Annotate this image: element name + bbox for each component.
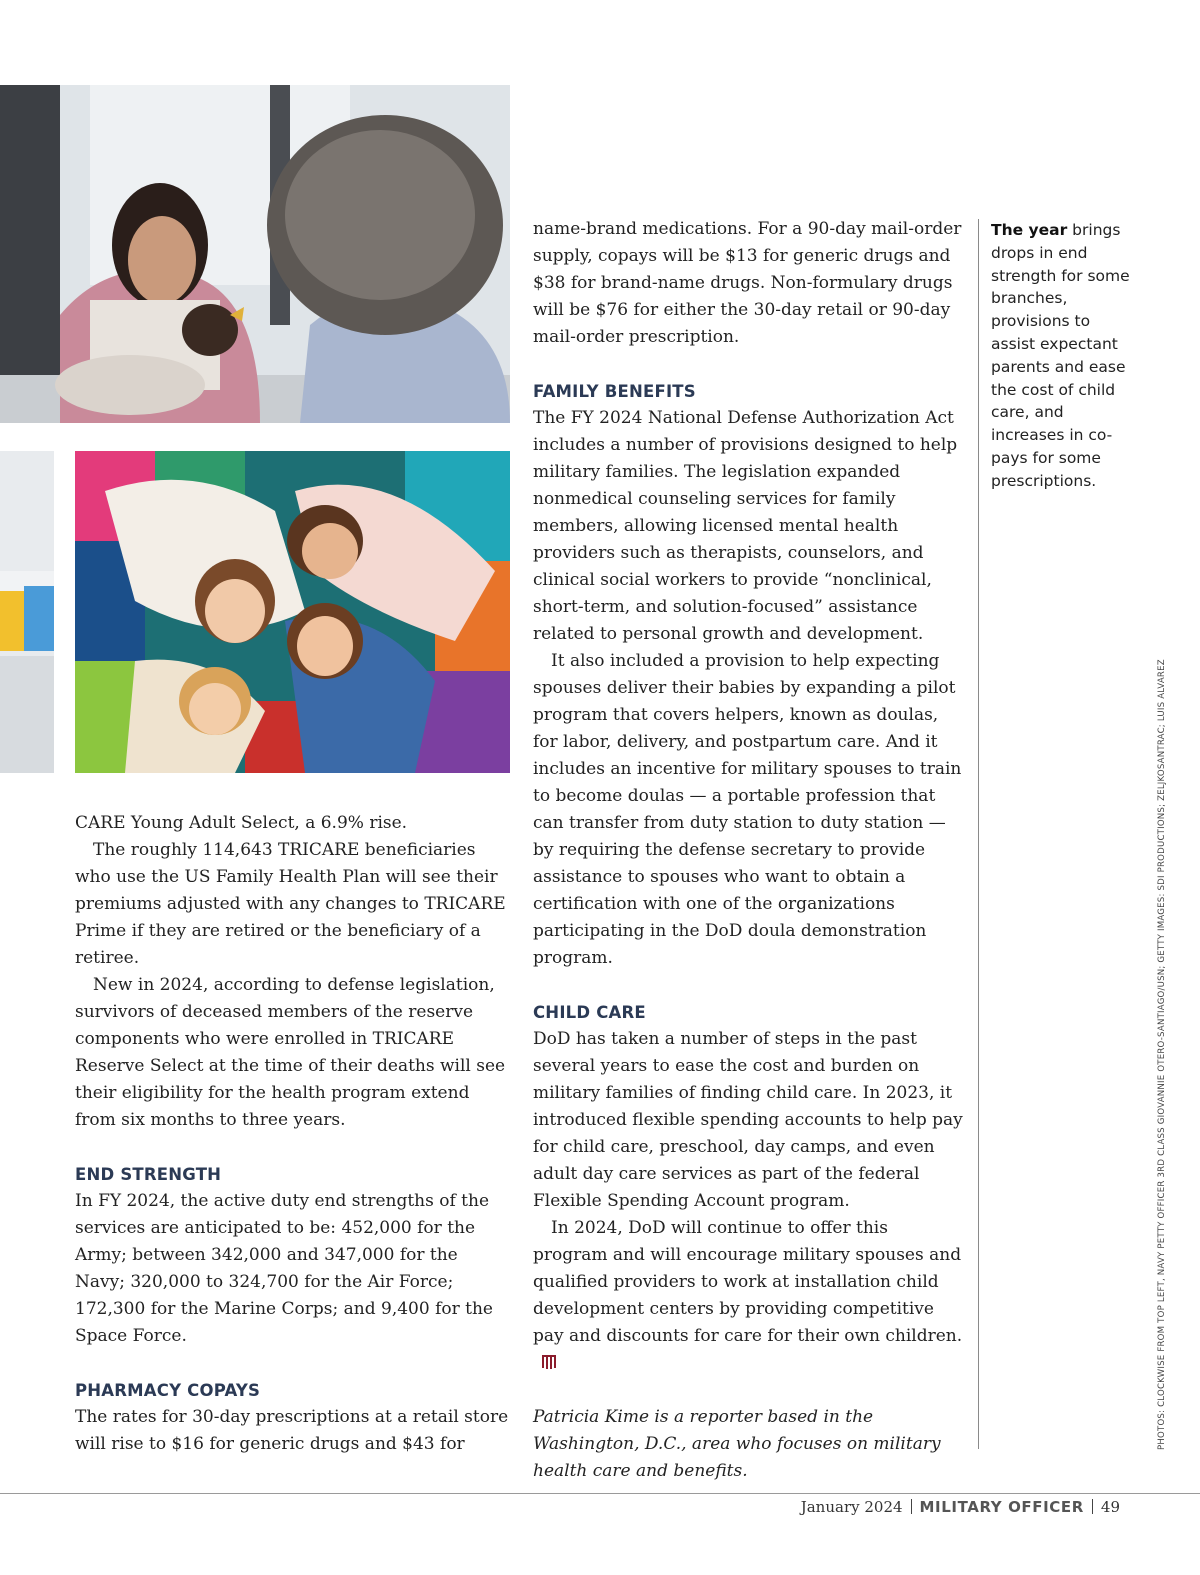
- paragraph: The roughly 114,643 TRICARE beneficiaries who use the US Family Health Plan will see their premiums adjusted with any changes to TRICARE Prime if they are retired or the beneficiary of a retiree.: [75, 840, 506, 968]
- photo-partial-left: [0, 451, 54, 773]
- sidebar-divider: [978, 219, 979, 1449]
- paragraph: New in 2024, according to defense legislation, survivors of deceased members of the reserve components who were enrolled in TRICARE Reserve Select at the time of their deaths will see their eligibility for the health program extend from six months to three years.: [75, 975, 506, 1130]
- paragraph: DoD has taken a number of steps in the past several years to ease the cost and burden on military families of finding child care. In 2023, it introduced flexible spending accounts to help pay for child care, preschool, day camps, and even adult day care services as part of the federal Flexible Spending Account program.: [533, 1029, 963, 1211]
- author-bio: Patricia Kime is a reporter based in the Washington, D.C., area who focuses on military health care and benefits.: [533, 1407, 941, 1481]
- paragraph: It also included a provision to help expecting spouses deliver their babies by expanding a pilot program that covers helpers, known as doulas, for labor, delivery, and postpartum care. And it includes an incentive for military spouses to train to become doulas — a portable profession that can transfer from duty station to duty station — by requiring the defense secretary to provide assistance to spouses who want to obtain a certification with one of the organizations participating in the DoD doula demonstration program.: [533, 651, 962, 968]
- section-heading-pharmacy-copays: PHARMACY COPAYS: [75, 1381, 261, 1400]
- paragraph: name-brand medications. For a 90-day mail-order supply, copays will be $13 for generic drugs and $38 for brand-name drugs. Non-formulary drugs will be $76 for either the 30-day retail or 90-day mail-order prescription.: [533, 219, 962, 347]
- photo-mother-with-baby: [0, 85, 510, 423]
- section-heading-child-care: CHILD CARE: [533, 1003, 646, 1022]
- sidebar-text: brings drops in end strength for some branches, provisions to assist expectant parents and ease the cost of child care, and increases in co-pays for some prescriptions.: [991, 221, 1130, 490]
- paragraph: In FY 2024, the active duty end strengths of the services are anticipated to be: 452,000 for the Army; between 342,000 and 347,000 for the Navy; 320,000 to 324,700 for the Air Force; 172,300 for the Marine Corps; and 9,400 for the Space Force.: [75, 1191, 493, 1346]
- article-column-middle: [533, 216, 965, 1485]
- end-mark-icon: [541, 1354, 559, 1370]
- magazine-name: MILITARY OFFICER: [919, 1498, 1084, 1516]
- section-heading-family-benefits: FAMILY BENEFITS: [533, 382, 696, 401]
- page-number: 49: [1100, 1498, 1120, 1516]
- paragraph: CARE Young Adult Select, a 6.9% rise.: [75, 813, 408, 833]
- paragraph-text: In 2024, DoD will continue to offer this program and will encourage military spouses and qualified providers to work at installation child development centers by providing competitive pay and discounts for care for their own children.: [533, 1218, 963, 1346]
- footer-date: January 2024: [800, 1498, 903, 1516]
- footer-divider: [0, 1493, 1200, 1494]
- paragraph: [533, 1215, 965, 1377]
- paragraph: The rates for 30-day prescriptions at a retail store will rise to $16 for generic drugs and $43 for: [75, 1407, 509, 1454]
- paragraph: The FY 2024 National Defense Authorization Act includes a number of provisions designed to help military families. The legislation expanded nonmedical counseling services for family members, allowing licensed mental health providers such as therapists, counselors, and clinical social workers to provide “nonclinical, short-term, and solution-focused” assistance related to personal growth and development.: [533, 408, 958, 644]
- photo-children-on-rug: [75, 451, 510, 773]
- article-column-left: [75, 810, 511, 1458]
- page-footer: [801, 1497, 1120, 1517]
- photo-credits: PHOTOS: CLOCKWISE FROM TOP LEFT, NAVY PETTY OFFICER 3RD CLASS GIOVANNIE OTERO-SANTIAGO/USN; GETTY IMAGES: SDI PRODUCTIONS; ZELJKOSANTRAC; LUIS ALVAREZ: [1157, 659, 1167, 1450]
- section-heading-end-strength: END STRENGTH: [75, 1165, 222, 1184]
- sidebar-lead: The year: [991, 221, 1068, 239]
- footer-separator: [1092, 1499, 1093, 1514]
- footer-separator: [911, 1499, 912, 1514]
- sidebar-summary: [991, 219, 1131, 493]
